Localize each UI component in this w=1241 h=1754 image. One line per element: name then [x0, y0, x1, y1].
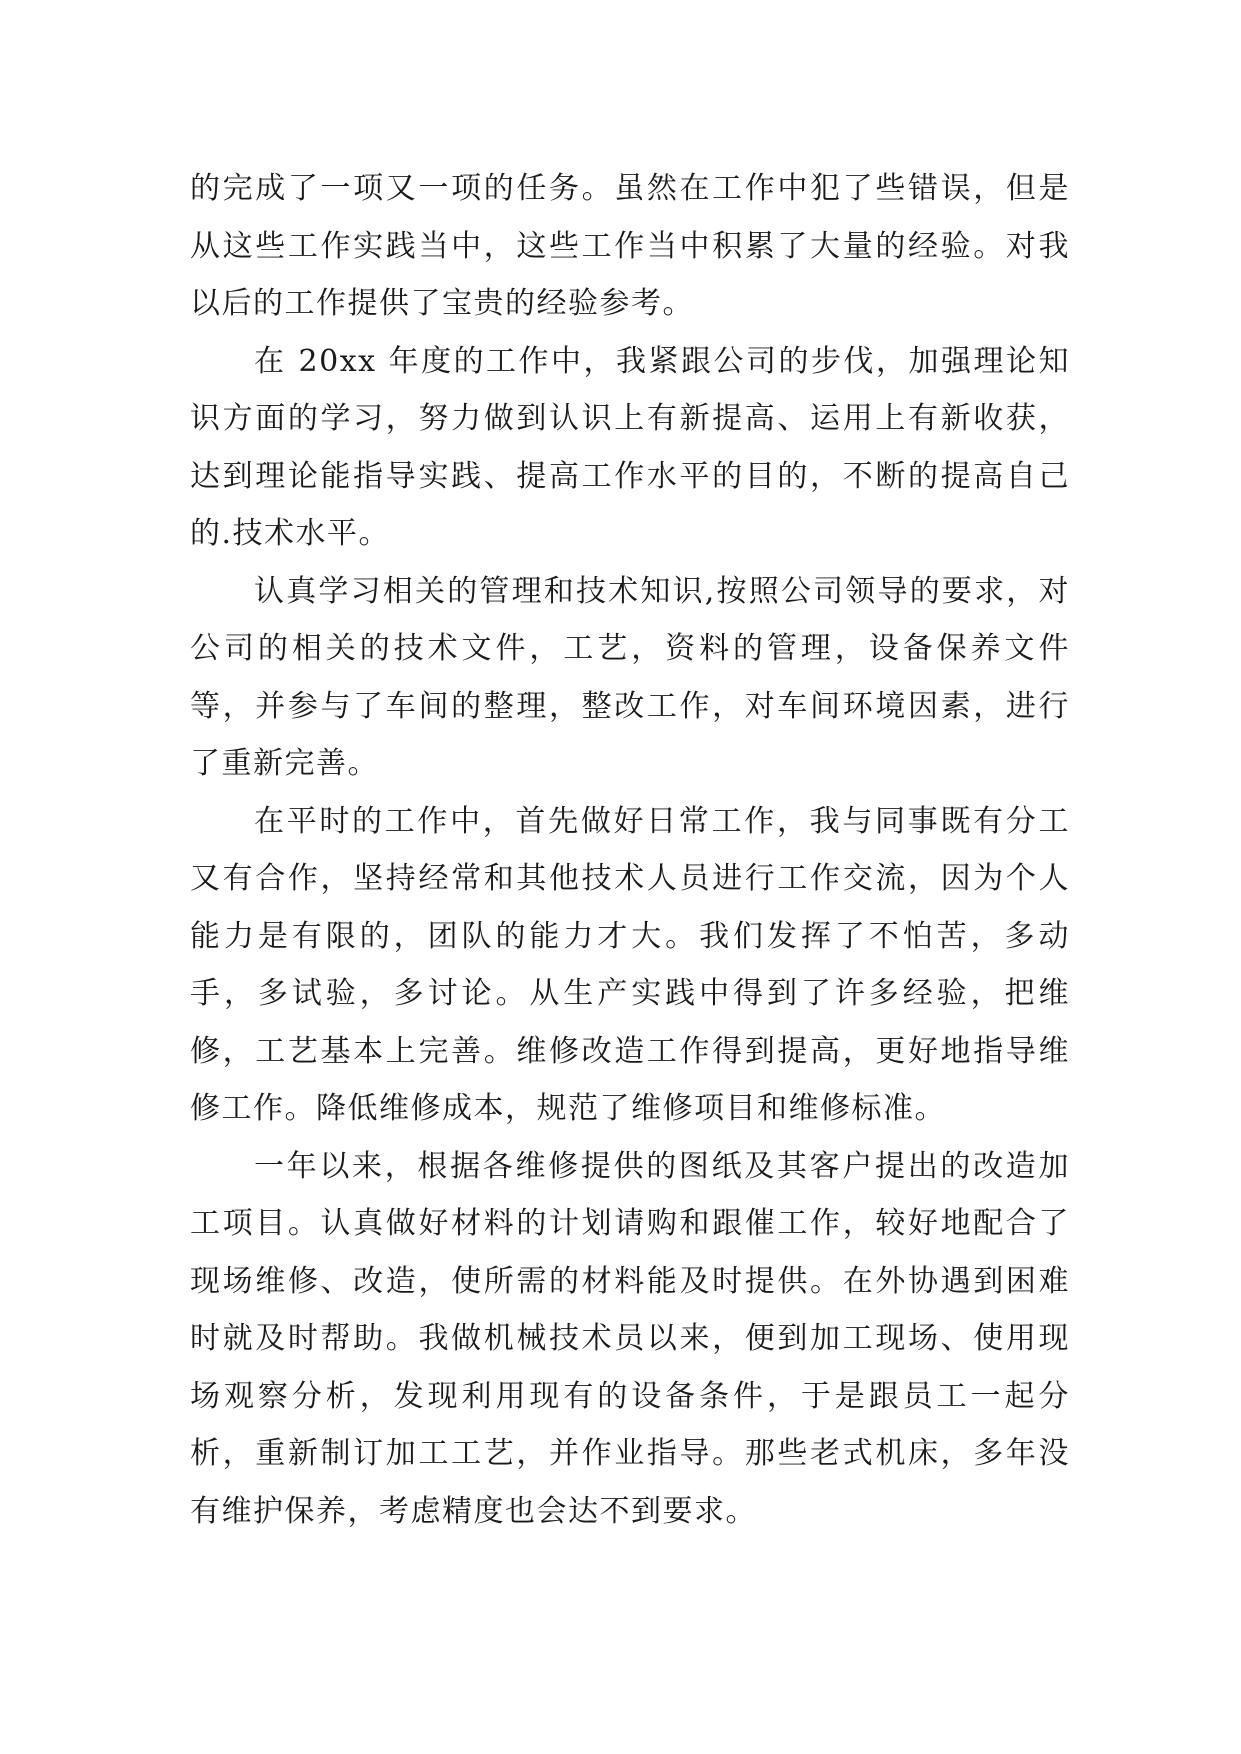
paragraph-continued: 的完成了一项又一项的任务。虽然在工作中犯了些错误，但是从这些工作实践当中，这些工作当中积累了大量的经验。对我以后的工作提供了宝贵的经验参考。 [190, 171, 1070, 321]
paragraph-management-knowledge: 认真学习相关的管理和技术知识,按照公司领导的要求，对公司的相关的技术文件，工艺，资料的管理，设备保养文件等，并参与了车间的整理，整改工作，对车间环境因素，进行了重新完善。 [190, 573, 1070, 781]
paragraph-year-review: 一年以来，根据各维修提供的图纸及其客户提出的改造加工项目。认真做好材料的计划请购和跟催工作，较好地配合了现场维修、改造，使所需的材料能及时提供。在外协遇到困难时就及时帮助。我做机械技术员以来，便到加工现场、使用现场观察分析，发现利用现有的设备条件，于是跟员工一起分析，重新制订加工工艺，并作业指导。那些老式机床，多年没有维护保养，考虑精度也会达不到要求。 [190, 1148, 1070, 1529]
paragraph-annual-study: 在 20xx 年度的工作中，我紧跟公司的步伐，加强理论知识方面的学习，努力做到认识上有新提高、运用上有新收获，达到理论能指导实践、提高工作水平的目的，不断的提高自己的.技术水平。 [190, 343, 1070, 551]
document-body [190, 160, 1070, 1540]
paragraph-daily-work: 在平时的工作中，首先做好日常工作，我与同事既有分工又有合作，坚持经常和其他技术人员进行工作交流，因为个人能力是有限的，团队的能力才大。我们发挥了不怕苦，多动手，多试验，多讨论。从生产实践中得到了许多经验，把维修，工艺基本上完善。维修改造工作得到提高，更好地指导维修工作。降低维修成本，规范了维修项目和维修标准。 [190, 803, 1070, 1126]
